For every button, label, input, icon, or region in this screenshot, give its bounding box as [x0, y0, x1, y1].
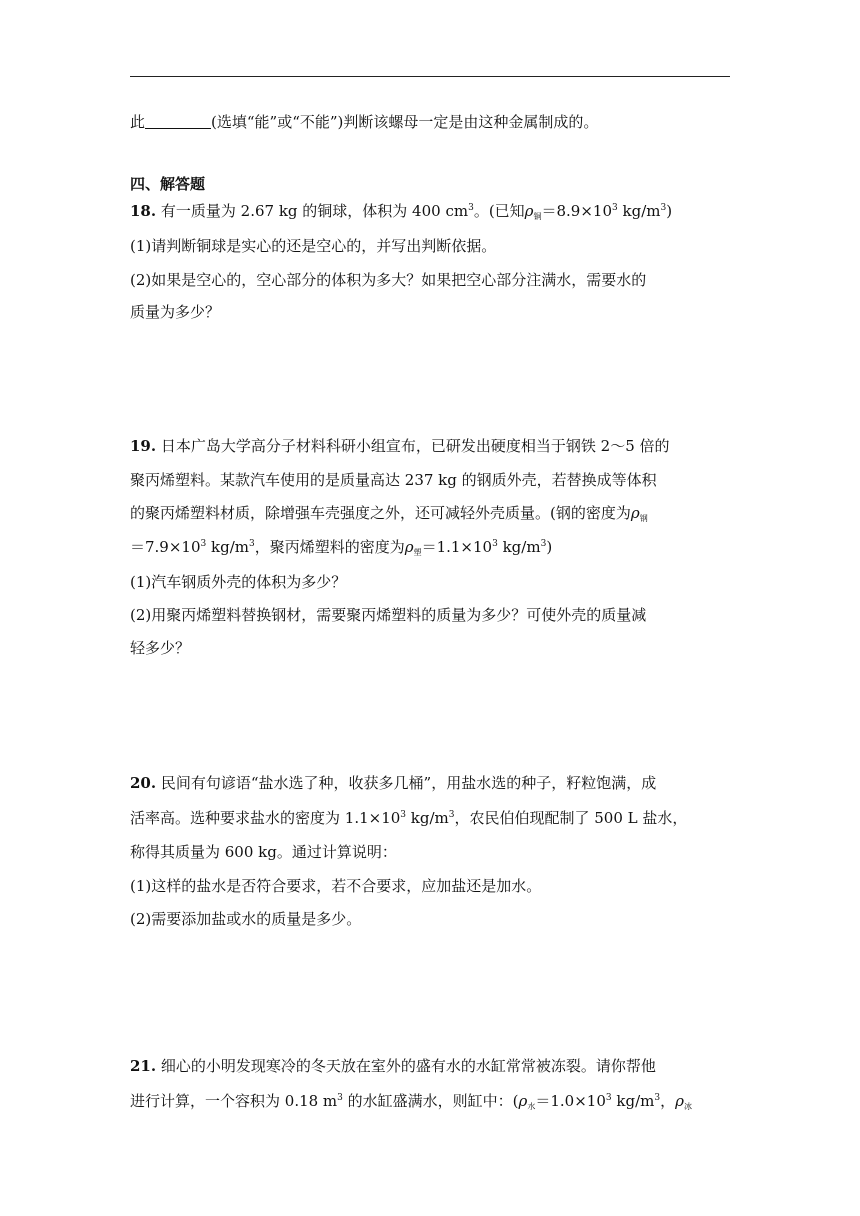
- superscript: 3: [249, 539, 255, 549]
- text: 有一质量为 2.67 kg 的铜球，体积为 400 cm: [156, 202, 469, 220]
- text: 的水缸盛满水，则缸中：(: [342, 1092, 519, 1110]
- superscript: 3: [492, 539, 498, 549]
- text: ＝1.1×10: [421, 538, 493, 556]
- question-number: 21.: [130, 1057, 157, 1075]
- question-19-line-2: 聚丙烯塑料。某款汽车使用的是质量高达 237 kg 的钢质外壳，若替换成等体积: [130, 471, 657, 489]
- question-number: 19.: [130, 437, 157, 455]
- text: ，农民伯伯现配制了 500 L 盐水，: [454, 809, 688, 827]
- text: 进行计算，一个容积为 0.18 m: [130, 1092, 338, 1110]
- superscript: 3: [468, 203, 474, 213]
- rho-symbol: ρ: [518, 1092, 528, 1110]
- answer-blank: [145, 114, 211, 129]
- question-19-line-4: [130, 537, 730, 557]
- header-rule: [130, 76, 730, 77]
- rho-symbol: ρ: [404, 538, 414, 556]
- question-19-part-2-line-1: (2)用聚丙烯塑料替换钢材，需要聚丙烯塑料的质量为多少？可使外壳的质量减: [130, 606, 647, 624]
- subscript: 塑: [413, 548, 422, 557]
- rho-symbol: ρ: [675, 1092, 684, 1110]
- subscript: 钢: [639, 514, 648, 523]
- text: 活率高。选种要求盐水的密度为 1.1×10: [130, 809, 401, 827]
- text: kg/m: [617, 202, 661, 220]
- question-18-line-1: [130, 201, 730, 221]
- question-18-part-2-line-2: 质量为多少？: [130, 303, 221, 321]
- superscript: 3: [605, 1093, 612, 1103]
- text: 的聚丙烯塑料材质，除增强车壳强度之外，还可减轻外壳质量。(钢的密度为: [130, 504, 631, 522]
- section-heading: 四、解答题: [130, 175, 206, 193]
- question-18-part-1: (1)请判断铜球是实心的还是空心的，并写出判断依据。: [130, 237, 497, 255]
- text: kg/m: [206, 538, 249, 556]
- text: (选填“能”或“不能”)判断该螺母一定是由这种金属制成的。: [211, 113, 599, 131]
- text: 此: [130, 113, 146, 131]
- question-20-line-2: [130, 808, 730, 828]
- question-20-line-3: 称得其质量为 600 kg。通过计算说明：: [130, 843, 397, 861]
- superscript: 3: [654, 1093, 661, 1103]
- text: kg/m: [611, 1092, 655, 1110]
- superscript: 3: [337, 1093, 343, 1103]
- text: kg/m: [497, 538, 541, 556]
- text: 民间有句谚语“盐水选了种，收获多几桶”，用盐水选的种子，籽粒饱满，成: [156, 774, 657, 792]
- text: ＝7.9×10: [130, 538, 201, 556]
- question-20-part-2: (2)需要添加盐或水的质量是多少。: [130, 910, 362, 928]
- superscript: 3: [400, 810, 407, 820]
- fill-in-blank-line: [130, 112, 730, 132]
- text: ＝8.9×10: [541, 202, 613, 220]
- question-number: 18.: [130, 202, 157, 220]
- superscript: 3: [200, 539, 207, 549]
- question-19-line-1: [130, 436, 730, 456]
- question-18-part-2-line-1: (2)如果是空心的，空心部分的体积为多大？如果把空心部分注满水，需要水的: [130, 271, 647, 289]
- text: ，聚丙烯塑料的密度为: [254, 538, 405, 556]
- text: 细心的小明发现寒冷的冬天放在室外的盛有水的水缸常常被冻裂。请你帮他: [156, 1057, 656, 1075]
- subscript: 冰: [683, 1102, 692, 1111]
- text: 日本广岛大学高分子材料科研小组宣布，已研发出硬度相当于钢铁 2～5 倍的: [156, 437, 670, 455]
- question-19-part-2-line-2: 轻多少？: [130, 639, 191, 657]
- question-20-part-1: (1)这样的盐水是否符合要求，若不合要求，应加盐还是加水。: [130, 877, 542, 895]
- text: ): [666, 202, 673, 220]
- subscript: 水: [527, 1102, 536, 1111]
- question-19-part-1: (1)汽车钢质外壳的体积为多少？: [130, 573, 347, 591]
- text: kg/m: [406, 809, 449, 827]
- question-19-line-3: [130, 503, 730, 523]
- question-number: 20.: [130, 774, 157, 792]
- subscript: 铜: [533, 212, 542, 221]
- rho-symbol: ρ: [524, 202, 534, 220]
- superscript: 3: [612, 203, 618, 213]
- question-21-line-1: [130, 1056, 730, 1076]
- text: ＝1.0×10: [535, 1092, 606, 1110]
- superscript: 3: [540, 539, 547, 549]
- rho-symbol: ρ: [630, 504, 640, 522]
- question-21-line-2: [130, 1091, 730, 1111]
- question-20-line-1: [130, 773, 730, 793]
- superscript: 3: [448, 810, 455, 820]
- text: ，: [660, 1092, 676, 1110]
- superscript: 3: [660, 203, 667, 213]
- text: 。(已知: [473, 202, 525, 220]
- text: ): [546, 538, 553, 556]
